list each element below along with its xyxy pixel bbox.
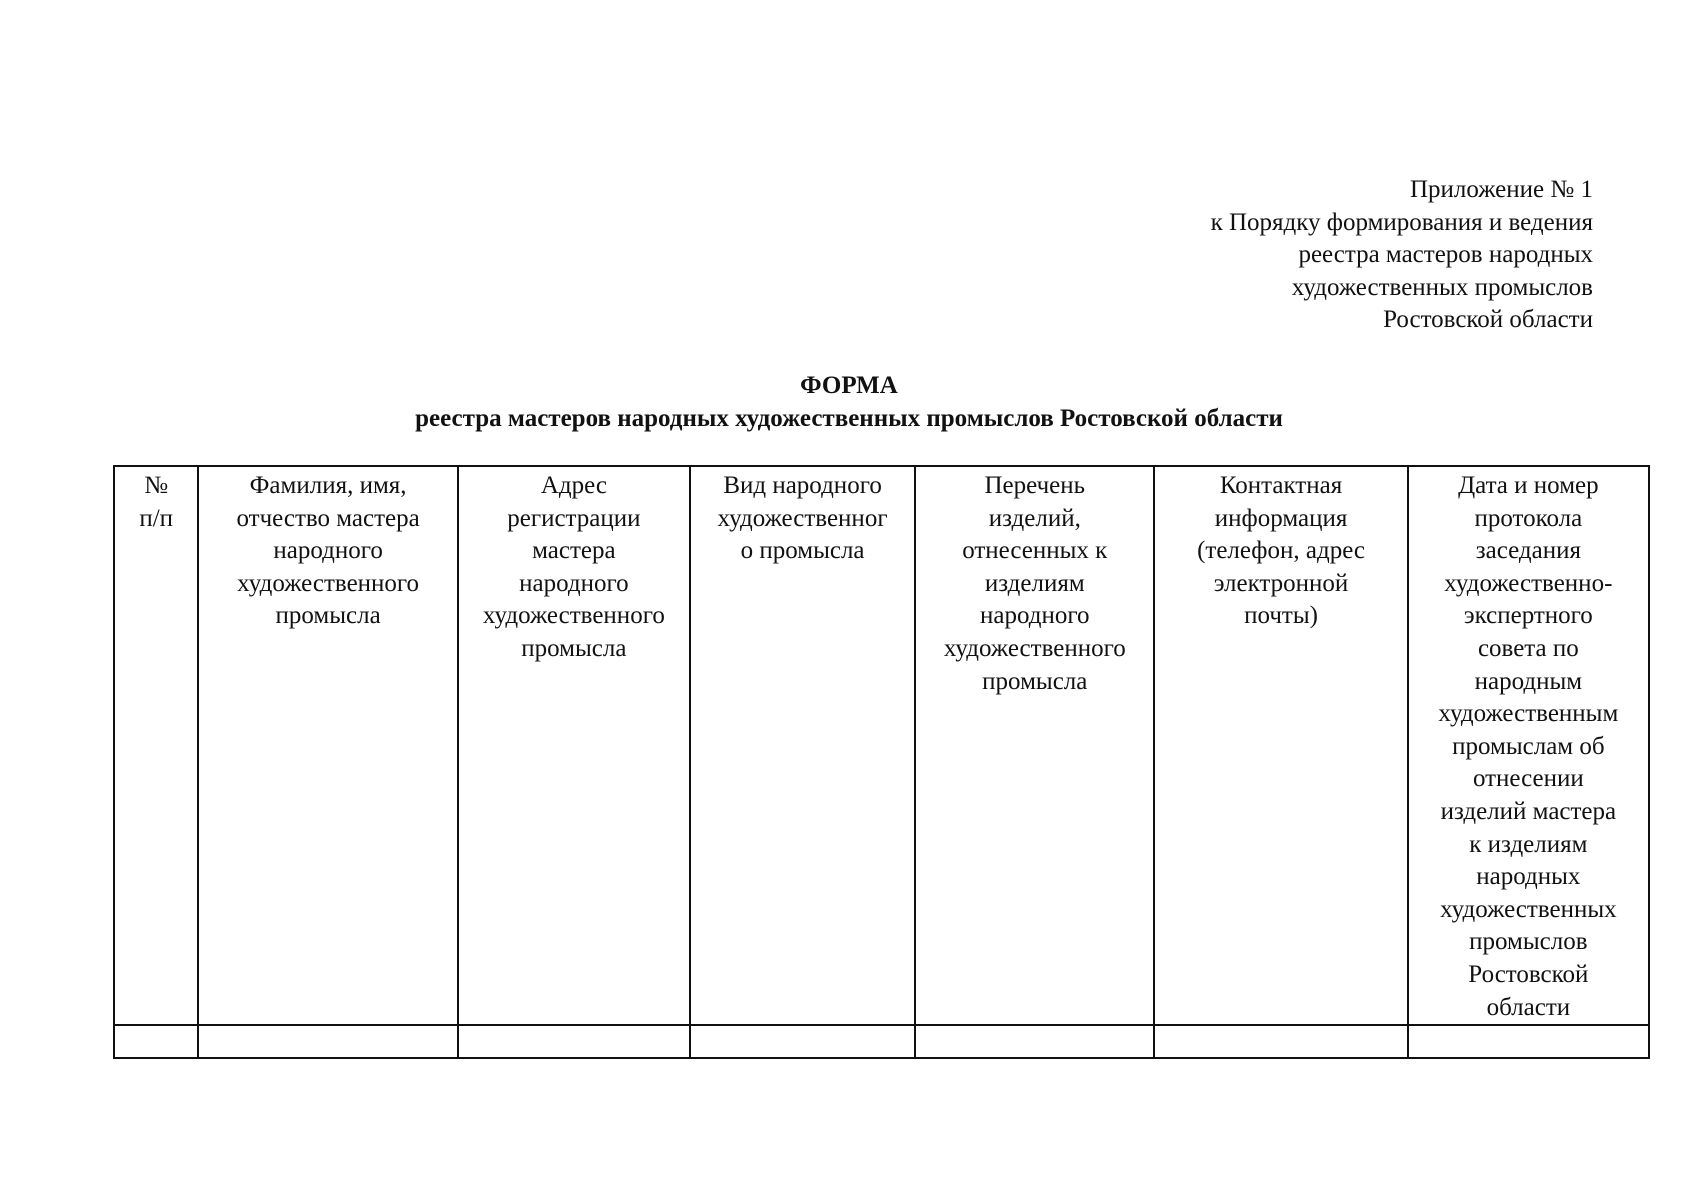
header-line: народных bbox=[1476, 863, 1581, 891]
header-line: художественного bbox=[943, 634, 1126, 662]
header-line: п/п bbox=[139, 504, 174, 532]
form-subtitle: реестра мастеров народных художественных промыслов Ростовской области bbox=[415, 404, 1283, 432]
appendix-line: Приложение № 1 bbox=[1409, 176, 1593, 203]
table-cell bbox=[690, 1025, 915, 1058]
header-line: художественног bbox=[717, 504, 888, 532]
header-line: художественных bbox=[1440, 895, 1617, 923]
header-line: Фамилия, имя, bbox=[249, 472, 407, 499]
header-line: народного bbox=[273, 537, 383, 565]
header-line: отнесенных к bbox=[962, 537, 1108, 565]
header-cell-products-list bbox=[915, 466, 1154, 1025]
table-cell bbox=[1408, 1025, 1649, 1058]
appendix-line: художественных промыслов bbox=[1291, 273, 1593, 301]
header-cell-craft-type bbox=[690, 466, 915, 1025]
header-line: народным bbox=[1474, 667, 1583, 695]
header-cell-number bbox=[114, 466, 198, 1025]
header-line: народного bbox=[980, 602, 1090, 630]
header-line: Контактная bbox=[1219, 472, 1343, 499]
header-line: экспертного bbox=[1463, 602, 1593, 630]
header-line: промысла bbox=[521, 634, 627, 662]
appendix-line: к Порядку формирования и ведения bbox=[1210, 208, 1593, 236]
appendix-note bbox=[1211, 174, 1593, 337]
appendix-line: реестра мастеров народных bbox=[1298, 241, 1593, 268]
header-line: информация bbox=[1214, 504, 1348, 532]
header-line: (телефон, адрес bbox=[1197, 537, 1366, 565]
header-line: изделий, bbox=[988, 504, 1081, 532]
header-line: художественного bbox=[237, 569, 420, 597]
header-line: Адрес bbox=[540, 472, 607, 499]
header-line: промыслов bbox=[1469, 928, 1588, 956]
header-line: Ростовской bbox=[1468, 960, 1589, 988]
registry-table bbox=[113, 465, 1650, 1059]
header-line: к изделиям bbox=[1469, 830, 1588, 858]
header-line: отчество мастера bbox=[236, 504, 420, 532]
table-cell bbox=[1154, 1025, 1407, 1058]
header-line: изделий мастера bbox=[1440, 797, 1617, 825]
header-line: промыслам об bbox=[1452, 732, 1605, 760]
header-line: № bbox=[144, 472, 169, 499]
table-cell bbox=[198, 1025, 457, 1058]
header-line: промысла bbox=[982, 667, 1088, 695]
table-cell bbox=[458, 1025, 690, 1058]
header-line: области bbox=[1486, 993, 1571, 1021]
header-line: протокола bbox=[1474, 504, 1583, 532]
header-line: Вид народного bbox=[723, 472, 882, 499]
header-line: мастера bbox=[532, 537, 616, 565]
table-header-row bbox=[114, 466, 1649, 1025]
header-line: промысла bbox=[275, 602, 381, 630]
header-line: регистрации bbox=[507, 504, 641, 532]
header-line: народного bbox=[519, 569, 629, 597]
header-cell-contact-info bbox=[1154, 466, 1407, 1025]
header-line: Перечень bbox=[984, 472, 1086, 499]
table-cell bbox=[915, 1025, 1154, 1058]
header-line: художественным bbox=[1438, 700, 1619, 728]
header-line: Дата и номер bbox=[1458, 472, 1599, 499]
header-line: художественно- bbox=[1444, 569, 1613, 597]
table-cell bbox=[114, 1025, 198, 1058]
header-line: электронной bbox=[1213, 569, 1349, 597]
header-line: о промысла bbox=[740, 537, 865, 565]
header-line: совета по bbox=[1477, 634, 1579, 662]
table-row bbox=[114, 1025, 1649, 1058]
header-line: изделиям bbox=[984, 569, 1085, 597]
appendix-line: Ростовской области bbox=[1383, 306, 1593, 333]
header-line: почты) bbox=[1244, 602, 1318, 630]
header-cell-protocol bbox=[1408, 466, 1649, 1025]
header-cell-full-name bbox=[198, 466, 457, 1025]
form-title: ФОРМА bbox=[800, 372, 898, 399]
header-line: художественного bbox=[482, 602, 665, 630]
header-line: отнесении bbox=[1472, 765, 1584, 793]
form-title-block bbox=[0, 370, 1698, 435]
header-line: заседания bbox=[1475, 537, 1581, 565]
header-cell-address bbox=[458, 466, 690, 1025]
